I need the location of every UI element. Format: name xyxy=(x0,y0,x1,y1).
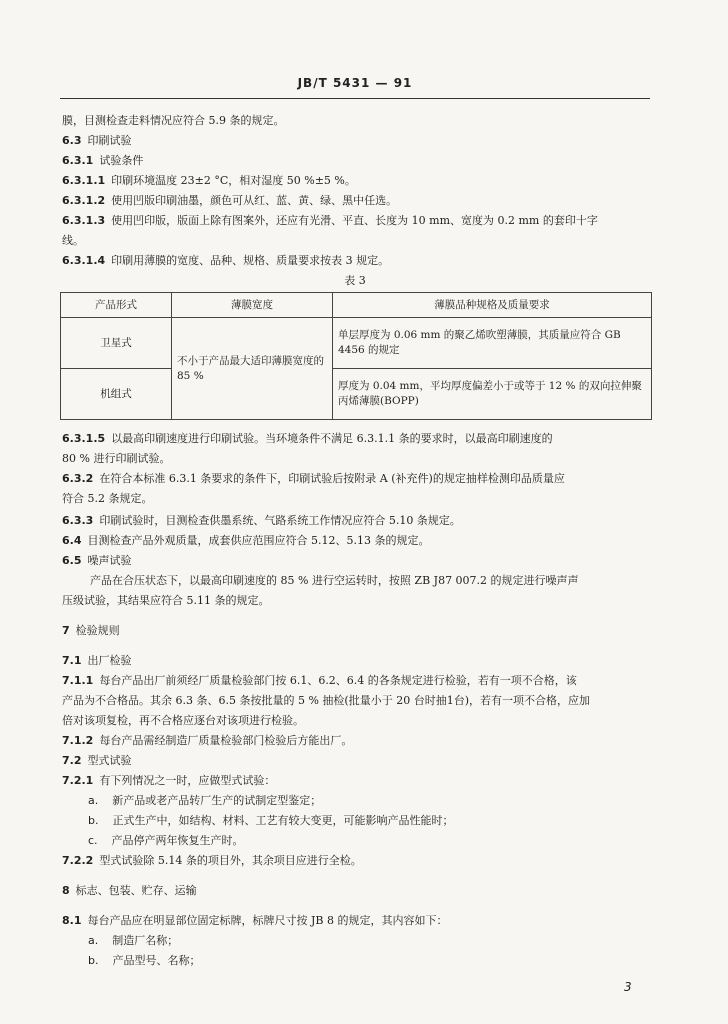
list-marker: a. xyxy=(88,794,99,807)
section-6-5 xyxy=(62,554,654,568)
clause-number: 7.1.1 xyxy=(62,674,94,687)
clause-8-1 xyxy=(62,914,654,928)
list-text: 新产品或老产品转厂生产的试制定型鉴定； xyxy=(112,794,322,807)
clause-6-3-1-1 xyxy=(62,174,654,188)
film-width-cell: 不小于产品最大适印薄膜宽度的 85 % xyxy=(172,318,333,420)
clause-7-2-2 xyxy=(62,854,654,868)
section-title: 型式试验 xyxy=(87,754,132,767)
clause-number: 6.3.1.5 xyxy=(62,432,106,445)
clause-text: 型式试验除 5.14 条的项目外，其余项目应进行全检。 xyxy=(99,854,362,867)
clause-7-1-1 xyxy=(62,674,654,688)
section-number: 7 xyxy=(62,624,70,637)
clause-text: 在符合本标准 6.3.1 条要求的条件下，印刷试验后按附录 A (补充件)的规定抽样检测印品质量应 xyxy=(99,472,565,485)
clause-number: 8.1 xyxy=(62,914,82,927)
clause-number: 6.3.1.4 xyxy=(62,254,106,267)
clause-6-3-1-3 xyxy=(62,214,654,228)
clause-number: 7.1.2 xyxy=(62,734,94,747)
table-header-cell: 薄膜品种规格及质量要求 xyxy=(333,293,652,318)
table-row xyxy=(61,318,652,369)
clause-6-3-1-5 xyxy=(62,432,654,446)
table-header-cell: 产品形式 xyxy=(61,293,172,318)
clause-text: 每台产品需经制造厂质量检验部门检验后方能出厂。 xyxy=(99,734,353,747)
clause-text: 印刷试验时，目测检查供墨系统、气路系统工作情况应符合 5.10 条规定。 xyxy=(99,514,461,527)
section-title: 印刷试验 xyxy=(87,134,132,147)
section-number: 7.1 xyxy=(62,654,82,667)
page-number: 3 xyxy=(624,980,632,994)
section-number: 8 xyxy=(62,884,70,897)
list-item xyxy=(88,934,680,948)
clause-text: 每台产品出厂前须经厂质量检验部门按 6.1、6.2、6.4 的各条规定进行检验，若有一项不合格，该 xyxy=(99,674,577,687)
clause-6-3-3 xyxy=(62,514,654,528)
clause-number: 6.3.1.3 xyxy=(62,214,106,227)
header-rule xyxy=(60,98,650,99)
clause-6-3-1-2 xyxy=(62,194,654,208)
clause-6-3-1-4 xyxy=(62,254,654,268)
section-number: 7.2 xyxy=(62,754,82,767)
clause-text: 目测检查产品外观质量，成套供应范围应符合 5.12、5.13 条的规定。 xyxy=(87,534,430,547)
clause-continuation: 线。 xyxy=(62,234,84,247)
paragraph-line: 压级试验，其结果应符合 5.11 条的规定。 xyxy=(62,594,270,607)
product-type-cell: 机组式 xyxy=(61,369,172,420)
list-item xyxy=(88,954,680,968)
paragraph-line: 膜，目测检查走料情况应符合 5.9 条的规定。 xyxy=(62,114,285,127)
list-marker: a. xyxy=(88,934,99,947)
clause-number: 6.3.2 xyxy=(62,472,94,485)
standard-header: JB/T 5431 — 91 xyxy=(297,76,413,90)
section-7 xyxy=(62,624,654,638)
section-6-3-1 xyxy=(62,154,654,168)
clause-text: 使用凹印版，版面上除有图案外，还应有光滑、平直、长度为 10 mm、宽度为 0.2 mm 的套印十字 xyxy=(111,214,598,227)
clause-number: 6.3.1.2 xyxy=(62,194,106,207)
section-number: 6.5 xyxy=(62,554,82,567)
list-text: 正式生产中，如结构、材料、工艺有较大变更，可能影响产品性能时； xyxy=(112,814,454,827)
section-number: 6.3 xyxy=(62,134,82,147)
section-6-3 xyxy=(62,134,654,148)
section-title: 试验条件 xyxy=(99,154,144,167)
section-title: 噪声试验 xyxy=(87,554,132,567)
clause-text: 以最高印刷速度进行印刷试验。当环境条件不满足 6.3.1.1 条的要求时，以最高印刷速度的 xyxy=(111,432,553,445)
list-item xyxy=(88,814,680,828)
clause-6-3-2 xyxy=(62,472,654,486)
clause-continuation: 80 % 进行印刷试验。 xyxy=(62,452,171,465)
table-row xyxy=(61,369,652,420)
paragraph-line: 倍对该项复检，再不合格应逐台对该项进行检验。 xyxy=(62,714,304,727)
clause-7-1-2 xyxy=(62,734,654,748)
clause-number: 7.2.2 xyxy=(62,854,94,867)
list-item xyxy=(88,794,680,808)
clause-number: 6.3.1.1 xyxy=(62,174,106,187)
table-3 xyxy=(60,292,652,420)
film-requirement-cell: 厚度为 0.04 mm，平均厚度偏差小于或等于 12 % 的双向拉伸聚丙烯薄膜(BOPP) xyxy=(333,369,652,420)
clause-text: 有下列情况之一时，应做型式试验： xyxy=(99,774,276,787)
section-title: 出厂检验 xyxy=(87,654,132,667)
list-item xyxy=(88,834,680,848)
clause-text: 印刷环境温度 23±2 °C，相对湿度 50 %±5 %。 xyxy=(111,174,356,187)
list-marker: b. xyxy=(88,814,99,827)
list-marker: c. xyxy=(88,834,98,847)
clause-number: 7.2.1 xyxy=(62,774,94,787)
paragraph-line: 产品在合压状态下，以最高印刷速度的 85 % 进行空运转时，按照 ZB J87 007.2 的规定进行噪声声 xyxy=(90,574,579,587)
list-text: 产品停产两年恢复生产时。 xyxy=(111,834,244,847)
list-text: 制造厂名称； xyxy=(112,934,179,947)
clause-text: 印刷用薄膜的宽度、品种、规格、质量要求按表 3 规定。 xyxy=(111,254,390,267)
table-header-cell: 薄膜宽度 xyxy=(172,293,333,318)
clause-number: 6.4 xyxy=(62,534,82,547)
film-requirement-cell: 单层厚度为 0.06 mm 的聚乙烯吹塑薄膜，其质量应符合 GB 4456 的规定 xyxy=(333,318,652,369)
list-text: 产品型号、名称； xyxy=(112,954,201,967)
section-number: 6.3.1 xyxy=(62,154,94,167)
section-title: 检验规则 xyxy=(75,624,120,637)
clause-number: 6.3.3 xyxy=(62,514,94,527)
table-header-row xyxy=(61,293,652,318)
clause-text: 使用凹版印刷油墨，颜色可从红、蓝、黄、绿、黑中任选。 xyxy=(111,194,398,207)
table-caption: 表 3 xyxy=(344,274,366,287)
section-7-2 xyxy=(62,754,654,768)
product-type-cell: 卫星式 xyxy=(61,318,172,369)
paragraph-line: 产品为不合格品。其余 6.3 条、6.5 条按批量的 5 % 抽检(批量小于 20 台时抽1台)，若有一项不合格，应加 xyxy=(62,694,590,707)
section-title: 标志、包装、贮存、运输 xyxy=(75,884,197,897)
section-7-1 xyxy=(62,654,654,668)
section-8 xyxy=(62,884,654,898)
clause-text: 每台产品应在明显部位固定标牌，标牌尺寸按 JB 8 的规定，其内容如下： xyxy=(87,914,448,927)
clause-6-4 xyxy=(62,534,654,548)
clause-7-2-1 xyxy=(62,774,654,788)
clause-continuation: 符合 5.2 条规定。 xyxy=(62,492,153,505)
list-marker: b. xyxy=(88,954,99,967)
